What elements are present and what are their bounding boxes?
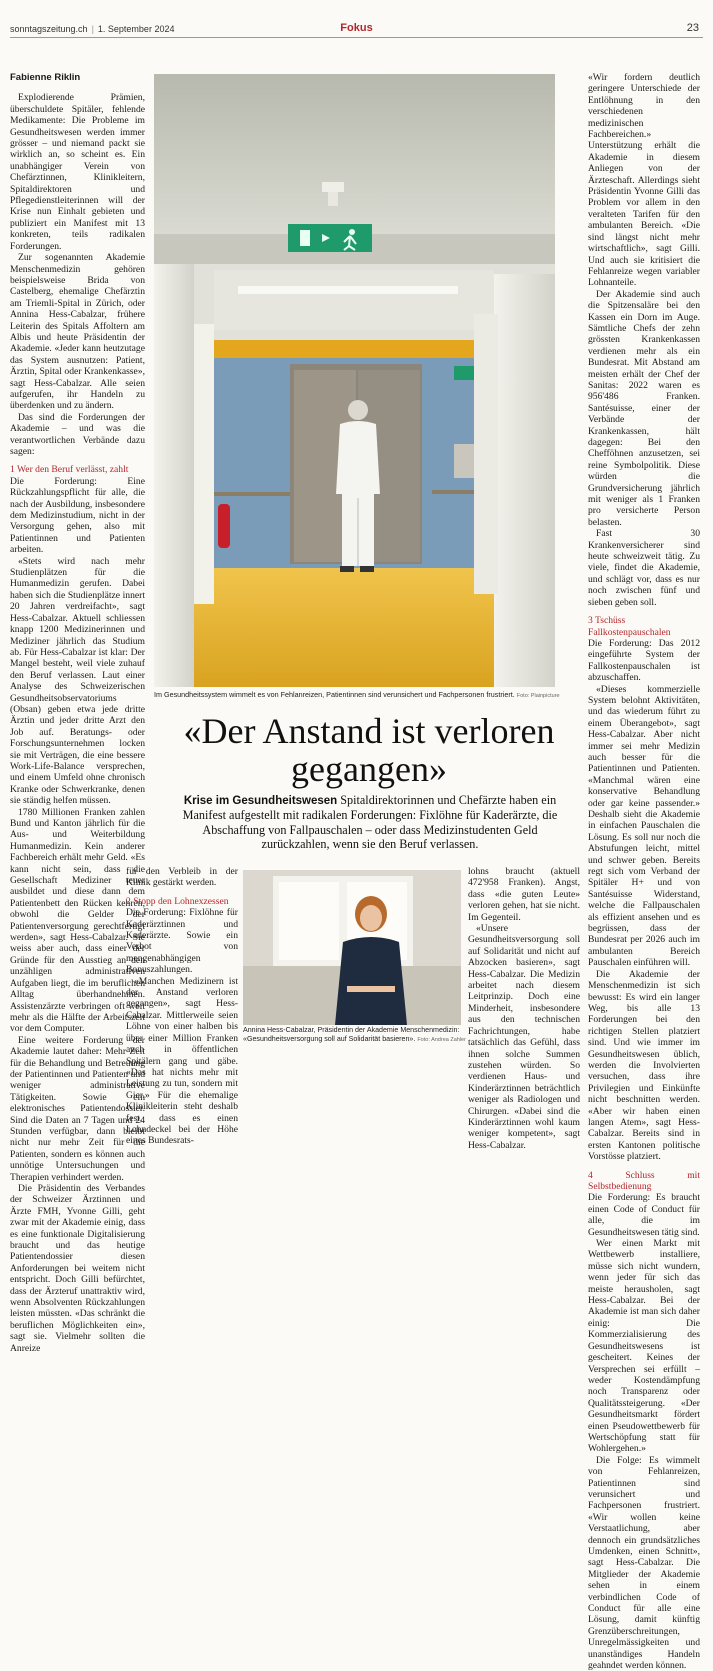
portrait-credit: Foto: Andrea Zahler — [417, 1037, 466, 1043]
kicker: Krise im Gesundheitswesen — [183, 795, 338, 807]
portrait-caption-text: Annina Hess-Cabalzar, Präsidentin der Akademie Menschenmedizin: «Gesundheitsversorgung soll auf Solidarität basieren». — [243, 1026, 460, 1043]
main-photo-credit: Foto: Plainpicture — [516, 693, 560, 699]
body-paragraph: Die Forderung: Eine Rückzahlungspflicht für alle, die nach der Ausbildung, insbesondere dem Medizinstudium, nicht in der Versorgung gehen, also mit Patientinnen und Patienten arbeiten. — [10, 475, 145, 556]
section-title: Fokus — [340, 22, 373, 34]
page-header — [0, 0, 713, 38]
body-paragraph: «Dieses kommerzielle System belohnt Aktivitäten, und das wiederum führt zu einem Überangebot», sagt Hess-Cabalzar. Aber nicht immer sei mehr Medizin auch besser für die Patientinnen und Patienten. «Manchmal wären eine konservative Behandlung oder gar keine passender.» Deshalb sieht die Akademie in einfachen Pauschalen die Lösung. Es soll nur noch die Abstufungen leicht, mittel und schwer geben. Bereits regt sich vom Verband der Spitäler H+ und von Santésuisse Widerstand, welche die Fallpauschalen als effizient ansehen und es begrüssen, dass der Bundesrat per 2026 auch im ambulanten Bereich Pauschalen einführen will. — [588, 683, 700, 969]
body-paragraph: Die Forderung: Fixlöhne für Kaderärztinnen und Kaderärzte. Sowie ein Verbot von mengenabhängigen Bonuszahlungen. — [126, 907, 238, 976]
header-date: 1. September 2024 — [97, 24, 175, 34]
body-paragraph: Die Folge: Es wimmelt von Fehlanreizen, Patientinnen sind verunsichert und Fachpersonen frustriert. «Wir wollen keine Verstaatlichung, aber dennoch ein grundsätzliches Umdenken, einen Schnitt», sagt Hess-Cabalzar. Die Mitglieder der Akademie sehen in einem verbindlichen Code of Conduct für alle eine Lösung, damit künftig Grenzüberschreitungen, Unregelmässigkeiten und unanständiges Handeln geahndet werden können. — [588, 1454, 700, 1671]
main-photo-caption — [154, 690, 574, 699]
body-paragraph: Die Akademie der Menschenmedizin ist sich bewusst: Es wird ein langer Weg, bis alle 13 Forderungen bei den richtigen Stellen platziert sind. Und wie immer im Gesundheitswesen üblich, werden die Involvierten versuchen, dass ihre Privilegien und Einkünfte nicht beschnitten werden. «Aber wir haben einen langen Atem», sagt Hess-Cabalzar. Bereits sind in ersten Kantonen politische Vorstösse platziert. — [588, 968, 700, 1163]
body-paragraph: 1780 Millionen Franken zahlen Bund und Kanton jährlich für die Aus- und Weiterbildung Humanmedizin. Kein anderer Fachbereich erhält mehr Geld. «Es kann nicht sein, dass die Gesellschaft Mediziner teuer ausbildet und diese dann dem Patientenbett den Rücken kehren, obwohl die Gelder der Patientenversorgung gerechtfertigt werden», sagt Hess-Cabalzar. Sie weiss aber auch, dass einer der Gründe für den Ausstieg an den unzähligen administrativen Aufgaben liegt, die im beruflichen Alltag überhandnehmen. Assistenzärzte verbringen oft weit mehr als die Hälfte der Arbeitszeit vor dem Computer. — [10, 806, 145, 1035]
body-paragraph: Die Forderung: Es braucht einen Code of Conduct für alle, die im Gesundheitswesen tätig sind. — [588, 1192, 700, 1238]
headline — [154, 712, 584, 788]
body-paragraph: «Manchen Medizinern ist der Anstand verloren gegangen», sagt Hess-Cabalzar. Mittlerweile seien Löhne von einer halben bis über einer Million Franken auch in öffentlichen Spitälern gang und gäbe. «Das hat nichts mehr mit Leistung zu tun, sondern mit Gier.» Für die ehemalige Klinikleiterin steht deshalb fest, dass es einen Lohndeckel bei der Höhe eines Bundesrats- — [126, 975, 238, 1147]
body-paragraph: Eine weitere Forderung der Akademie lautet daher: Mehr Zeit für die Behandlung und Betreuung der Patientinnen und Patienten und weniger administrative Tätigkeiten. Sowie ein elektronisches Patientendossier. Sind die Daten an 7 Tagen und 24 Stunden verfügbar, dann bleibt nicht nur mehr Zeit für die Patienten, sondern es können auch unnötige Untersuchungen und Therapien verhindert werden. — [10, 1034, 145, 1183]
article-column-3 — [468, 866, 580, 1151]
body-paragraph: «Stets wird nach mehr Studienplätzen für die Humanmedizin gerufen. Dabei haben sich die Studienplätze innert 20 Jahren verdreifacht», sagt Hess-Cabalzar. Aktuell schliessen knapp 1200 Medizinerinnen und Mediziner jährlich das Studium ab. Für Hess-Cabalzar ist klar: Der Mangel besteht, weil viele zuhauf den Beruf verlassen. Laut einer Analyse des Schweizerischen Gesundheitsobservatoriums (Obsan) geben etwa jede dritte Ärztin und jeder dritte Arzt den Job auf. Beratungs- oder Forschungsunternehmen locken sie mit Verträgen, die eine bessere Work-Life-Balance versprechen, und einem Umfeld ohne chronisch Kranke oder Schwerkranke, denen sie ständig helfen müssen. — [10, 555, 145, 807]
doctor-figure — [336, 400, 380, 572]
article-column-1 — [10, 72, 145, 1354]
page-number: 23 — [686, 22, 699, 34]
header-site[interactable]: sonntagszeitung.ch — [10, 24, 88, 34]
body-paragraph: Fast 30 Krankenversicherer sind heute schweizweit tätig. Zu viele, findet die Akademie, und schlägt vor, dass es nur noch zwischen fünf und sieben geben soll. — [588, 528, 700, 608]
body-paragraph: «Wir fordern deutlich geringere Unterschiede der Entlöhnung in den verschiedenen medizinischen Fachbereichen.» Unterstützung erhält die Akademie in diesem Anliegen von der Ärzteschaft. Allerdings sieht Präsidentin Yvonne Gilli das Problem vor allem in den veralteten Tarifen für den ambulanten Bereich. «Die sind längst nicht mehr wirtschaftlich», sagt Gilli. Und auch sie kritisiert die Fehlanreize wegen variabler Lohnanteile. — [588, 72, 700, 289]
body-paragraph: Explodierende Prämien, überschuldete Spitäler, fehlende Medikamente: Die Probleme im Gesundheitswesen werden immer grösser – und niemand packt sie wirklich an, so scheint es. Ein unabhängiger Verein von Chefärztinnen, Klinikleitern, Spitaldirektoren und Pflegedienstleiterinnen will der Krise nun Einhalt gebieten und publiziert ein Manifest mit 13 konkreten, teils radikalen Forderungen. — [10, 92, 145, 252]
body-paragraph: lohns braucht (aktuell 472'958 Franken). Angst, dass «die guten Leute» verloren gehen, hat sie nicht. Im Gegenteil. — [468, 866, 580, 923]
portrait-illustration — [243, 870, 461, 1025]
body-paragraph: Zur sogenannten Akademie Menschenmedizin gehören beispielsweise Brida von Castelberg, ehemalige Chefärztin am Triemli-Spital in Zürich, oder Annina Hess-Cabalzar, frühere Leiterin des Spitals Affoltern am Albis und heute Präsidentin der Akademie. «Jeder kann heutzutage das System ausnutzen: Patient, Ärztin, Spital oder Krankenkasse», sagt Hess-Cabalzar. Alle seien aufgerufen, ihr Handeln zu überdenken und zu ändern. — [10, 252, 145, 412]
main-photo-caption-text: Im Gesundheitssystem wimmelt es von Fehlanreizen, Patientinnen sind verunsichert und Fachpersonen frustriert. — [154, 690, 515, 699]
article-column-4 — [588, 72, 700, 1671]
subsection-heading-2: 2 Stopp den Lohnexzessen — [126, 895, 229, 907]
subsection-heading-3-line-1: 3 Tschüss — [588, 615, 626, 627]
body-paragraph: Die Forderung: Das 2012 eingeführte System der Fallkostenpauschalen ist abzuschaffen. — [588, 637, 700, 684]
hospital-corridor-illustration — [154, 74, 555, 687]
subhead — [168, 793, 572, 852]
body-paragraph: Die Präsidentin des Verbandes der Schweizer Ärztinnen und Ärzte FMH, Yvonne Gilli, geht zwar mit der Akademie einig, dass es eine funktionale Digitalisierung braucht und das heutige Patientendossier diesen Anforderungen bei weitem nicht entspricht. Doch Gilli befürchtet, dass der Ärzteruf unattraktiv wird, wenn Absolventen Rückzahlungen leisten müssten. «Das schränkt die beruflichen Möglichkeiten ein», sagt sie. Vielmehr sollten die Anreize — [10, 1183, 145, 1354]
exit-sign-icon — [288, 224, 372, 252]
portrait-caption — [243, 1026, 483, 1045]
author-byline: Fabienne Riklin — [10, 72, 81, 83]
subsection-heading-4: 4 Schluss mit Selbstbedienung — [588, 1169, 700, 1192]
body-paragraph: «Unsere Gesundheitsversorgung soll auf Solidarität und nicht auf Abzocken basieren», sagt Hess-Cabalzar. Die Medizin arbeitet nach diesem Leitprinzip. Doch eine Minderheit, insbesondere aus den technischen Fachrichtungen, habe tatsächlich das Gefühl, dass ihnen solche Summen zustehen würden. So verdienen Haus- und Kinderärztinnen beträchtlich weniger als Radiologen und Chirurgen. «Dabei sind die Kinderärztinnen wohl kaum weniger kompetent», sagt Hess-Cabalzar. — [468, 923, 580, 1151]
headline-line-2: gegangen» — [291, 749, 447, 789]
body-paragraph: Das sind die Forderungen der Akademie – und was die verantwortlichen Verbände dazu sagen: — [10, 411, 145, 457]
headline-line-1: «Der Anstand ist verloren — [183, 711, 555, 751]
subsection-heading-3 — [588, 615, 700, 638]
header-rule — [10, 37, 703, 38]
subhead-text: Spitaldirektorinnen und Chefärzte haben ein Manifest aufgestellt mit radikalen Forderungen: Fixlöhne für Kaderärzte, die Abschaffung von Fallpauschalen – oder dass Medizinstudenten Geld zurückzahlen, wenn sie den Beruf verlassen. — [182, 793, 558, 852]
header-separator: | — [91, 24, 94, 34]
body-paragraph: Wer einen Markt mit Wettbewerb installiere, müsse sich nicht wundern, wenn jeder für sich das meiste herausholen, sagt Hess-Cabalzar. Bei der Akademie ist man sich daher einig: Die Kommerzialisierung des Gesundheitswesens ist gescheitert. Keines der Versprechen sei erfüllt – weder Kostendämpfung noch Transparenz oder Qualitätssteigerung. «Der Gesundheitsmarkt fördert einen Pseudowettbewerb für Wertschöpfung statt für Wohlergehen.» — [588, 1238, 700, 1455]
subsection-heading-1: 1 Wer den Beruf verlässt, zahlt — [10, 464, 129, 476]
article-column-2 — [126, 866, 238, 1147]
body-paragraph: Der Akademie sind auch die Spitzensaläre bei den Kassen ein Dorn im Auge. Sämtliche Chefs der zehn grössten Krankenkassen verdienen mehr als ein Bundesrat. Mit Abstand am meisten erhält der Chef der Sanitas: 2022 waren es 956'486 Franken. Santésuisse, einer der Verbände der Krankenkassen, hält dagegen: Bei den Chefföhnen anzusetzen, sei reine Symbolpolitik. Diese würden die Grundversicherung jährlich mit weniger als 1 Franken pro versicherte Person belasten. — [588, 288, 700, 528]
main-photo-hospital-corridor — [154, 74, 555, 687]
portrait-photo — [243, 870, 461, 1025]
body-paragraph: für den Verbleib in der Klinik gestärkt werden. — [126, 866, 238, 889]
subsection-heading-3-line-2: Fallkostenpauschalen — [588, 626, 671, 638]
